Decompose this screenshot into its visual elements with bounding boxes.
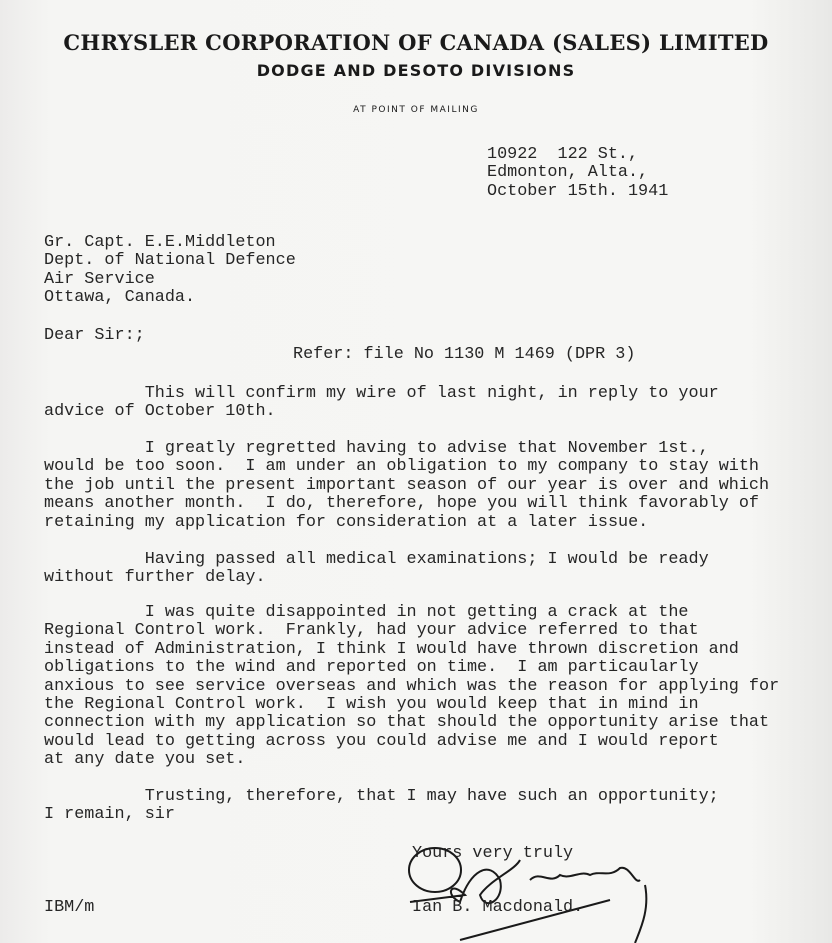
- sender-address: [487, 146, 668, 201]
- text-line: the job until the present important season of our year is over and which: [44, 475, 770, 495]
- text-line: Regional Control work. Frankly, had your advice referred to that: [44, 621, 699, 641]
- text-line: would be too soon. I am under an obligation to my company to stay with: [44, 457, 759, 477]
- text-line: obligations to the wind and reported on time. I am particaularly: [44, 658, 699, 678]
- text-line: I greatly regretted having to advise that November 1st.,: [44, 439, 709, 458]
- reference-line: Refer: file No 1130 M 1469 (DPR 3): [293, 345, 636, 364]
- address-line: 10922 122 St.,: [487, 145, 639, 164]
- text-line: would lead to getting across you could advise me and I would report: [44, 731, 719, 751]
- text-line: Having passed all medical examinations; I would be ready: [44, 550, 709, 569]
- text-line: This will confirm my wire of last night, in reply to your: [44, 384, 719, 403]
- text-line: Trusting, therefore, that I may have such an opportunity;: [44, 787, 719, 806]
- recipient-line: Gr. Capt. E.E.Middleton: [44, 233, 276, 252]
- text-line: I was quite disappointed in not getting a crack at the: [44, 603, 689, 622]
- address-line: Edmonton, Alta.,: [487, 163, 649, 183]
- typist-initials: IBM/m: [44, 898, 95, 917]
- letterhead-mailing: AT POINT OF MAILING: [353, 105, 479, 115]
- letterhead-company: CHRYSLER CORPORATION OF CANADA (SALES) LIMITED: [63, 30, 769, 55]
- text-line: advice of October 10th.: [44, 402, 276, 422]
- paragraph-3: [44, 551, 709, 588]
- paragraph-5: [44, 788, 719, 825]
- letter-date: October 15th. 1941: [487, 181, 669, 201]
- text-line: I remain, sir: [44, 805, 175, 825]
- closing: Yours very truly: [412, 844, 574, 863]
- text-line: the Regional Control work. I wish you would keep that in mind in: [44, 695, 699, 715]
- recipient-line: Air Service: [44, 269, 155, 289]
- text-line: connection with my application so that should the opportunity arise that: [44, 713, 770, 733]
- text-line: anxious to see service overseas and which was the reason for applying for: [44, 676, 780, 696]
- paragraph-1: [44, 385, 719, 422]
- salutation: Dear Sir:;: [44, 326, 145, 345]
- text-line: means another month. I do, therefore, hope you will think favorably of: [44, 494, 759, 514]
- text-line: retaining my application for consideration at a later issue.: [44, 512, 649, 532]
- letterhead-divisions: DODGE AND DESOTO DIVISIONS: [256, 61, 576, 80]
- handwritten-signature: [390, 840, 680, 943]
- text-line: at any date you set.: [44, 750, 246, 770]
- signature-name: Ian B. Macdonald.: [412, 898, 584, 917]
- text-line: without further delay.: [44, 568, 266, 588]
- recipient-line: Ottawa, Canada.: [44, 288, 196, 308]
- paragraph-4: [44, 604, 779, 770]
- paragraph-2: [44, 440, 769, 532]
- recipient-line: Dept. of National Defence: [44, 251, 296, 271]
- recipient-address: [44, 234, 296, 308]
- text-line: instead of Administration, I think I would have thrown discretion and: [44, 639, 739, 659]
